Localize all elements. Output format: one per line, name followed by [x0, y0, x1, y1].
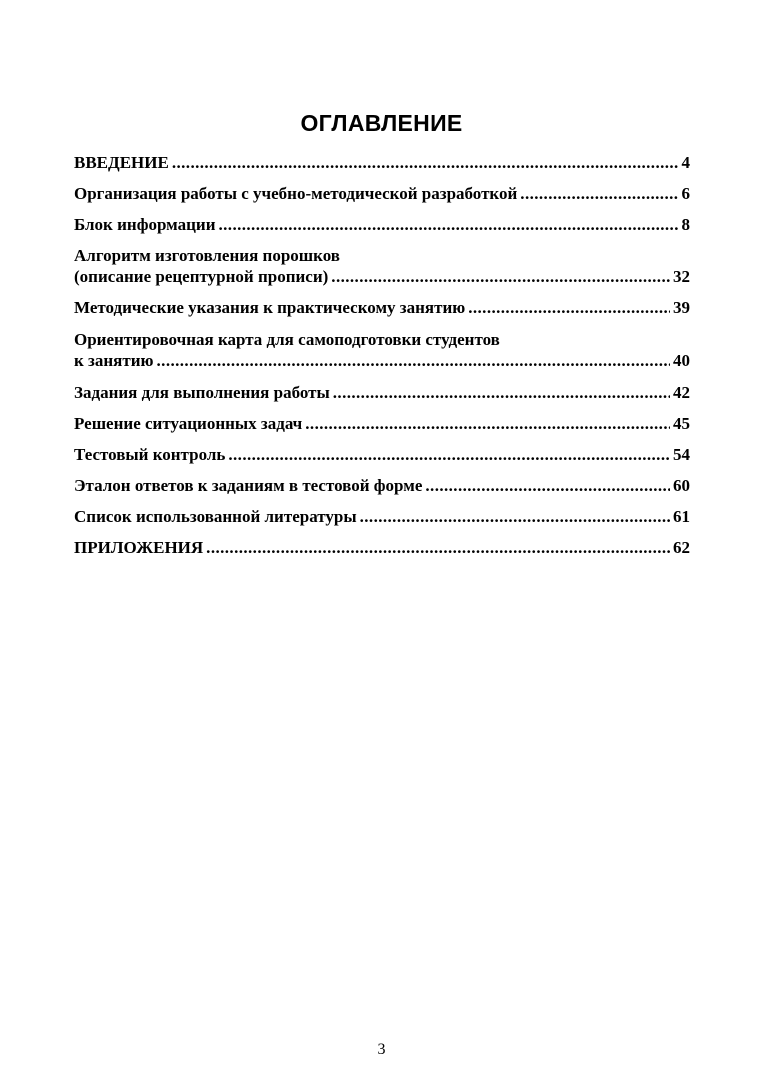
toc-entry-appendices[interactable]	[74, 537, 690, 558]
toc-entry-title: Эталон ответов к заданиям в тестовой форме	[74, 476, 423, 495]
dot-leader	[228, 444, 670, 465]
dot-leader	[305, 413, 670, 434]
dot-leader	[206, 537, 670, 558]
toc-entry-orientation-map[interactable]	[74, 329, 690, 371]
toc-entry-title-line1: Ориентировочная карта для самоподготовки студентов	[74, 330, 500, 349]
dot-leader	[468, 297, 670, 318]
toc-entry-tasks[interactable]	[74, 382, 690, 403]
toc-page-number: 62	[673, 538, 690, 557]
toc-entry-test-control[interactable]	[74, 444, 690, 465]
toc-entry-powders-algorithm[interactable]	[74, 245, 690, 287]
page-number: 3	[377, 1041, 386, 1058]
toc-entry-info-block[interactable]	[74, 214, 690, 235]
dot-leader	[331, 266, 670, 287]
toc-page-number: 4	[681, 153, 690, 172]
toc-page-number: 32	[673, 267, 690, 286]
toc-entry-title: к занятию	[74, 351, 154, 370]
toc-entry-title: Тестовый контроль	[74, 445, 226, 464]
toc-entry-title: ВВЕДЕНИЕ	[74, 153, 169, 172]
toc-entry-introduction[interactable]	[74, 152, 690, 173]
toc-page-number: 54	[673, 445, 690, 464]
toc-entry-answer-key[interactable]	[74, 475, 690, 496]
toc-entry-situational-problems[interactable]	[74, 413, 690, 434]
toc-page-number: 42	[673, 383, 690, 402]
toc-page-number: 60	[673, 476, 690, 495]
toc-entry-title-line1: Алгоритм изготовления порошков	[74, 246, 340, 265]
table-of-contents	[74, 152, 690, 558]
toc-entry-method-guidelines[interactable]	[74, 297, 690, 318]
toc-entry-organization[interactable]	[74, 183, 690, 204]
toc-entry-title: Методические указания к практическому занятию	[74, 298, 466, 317]
dot-leader	[360, 506, 670, 527]
toc-entry-title: Организация работы с учебно-методической разработкой	[74, 184, 518, 203]
toc-page-number: 40	[673, 351, 690, 370]
toc-entry-title: (описание рецептурной прописи)	[74, 267, 329, 286]
dot-leader	[425, 475, 670, 496]
toc-page-number: 61	[673, 507, 690, 526]
toc-entry-title: Список использованной литературы	[74, 507, 357, 526]
dot-leader	[333, 382, 670, 403]
toc-page-number: 45	[673, 414, 690, 433]
toc-entry-title: ПРИЛОЖЕНИЯ	[74, 538, 204, 557]
toc-page-number: 6	[681, 184, 690, 203]
toc-entry-references[interactable]	[74, 506, 690, 527]
dot-leader	[157, 350, 670, 371]
dot-leader	[172, 152, 679, 173]
toc-page-number: 39	[673, 298, 690, 317]
toc-entry-title: Блок информации	[74, 215, 216, 234]
toc-page-number: 8	[681, 215, 690, 234]
toc-entry-title: Задания для выполнения работы	[74, 383, 330, 402]
dot-leader	[520, 183, 678, 204]
toc-entry-title: Решение ситуационных задач	[74, 414, 303, 433]
page-title: ОГЛАВЛЕНИЕ	[300, 110, 463, 136]
dot-leader	[219, 214, 679, 235]
